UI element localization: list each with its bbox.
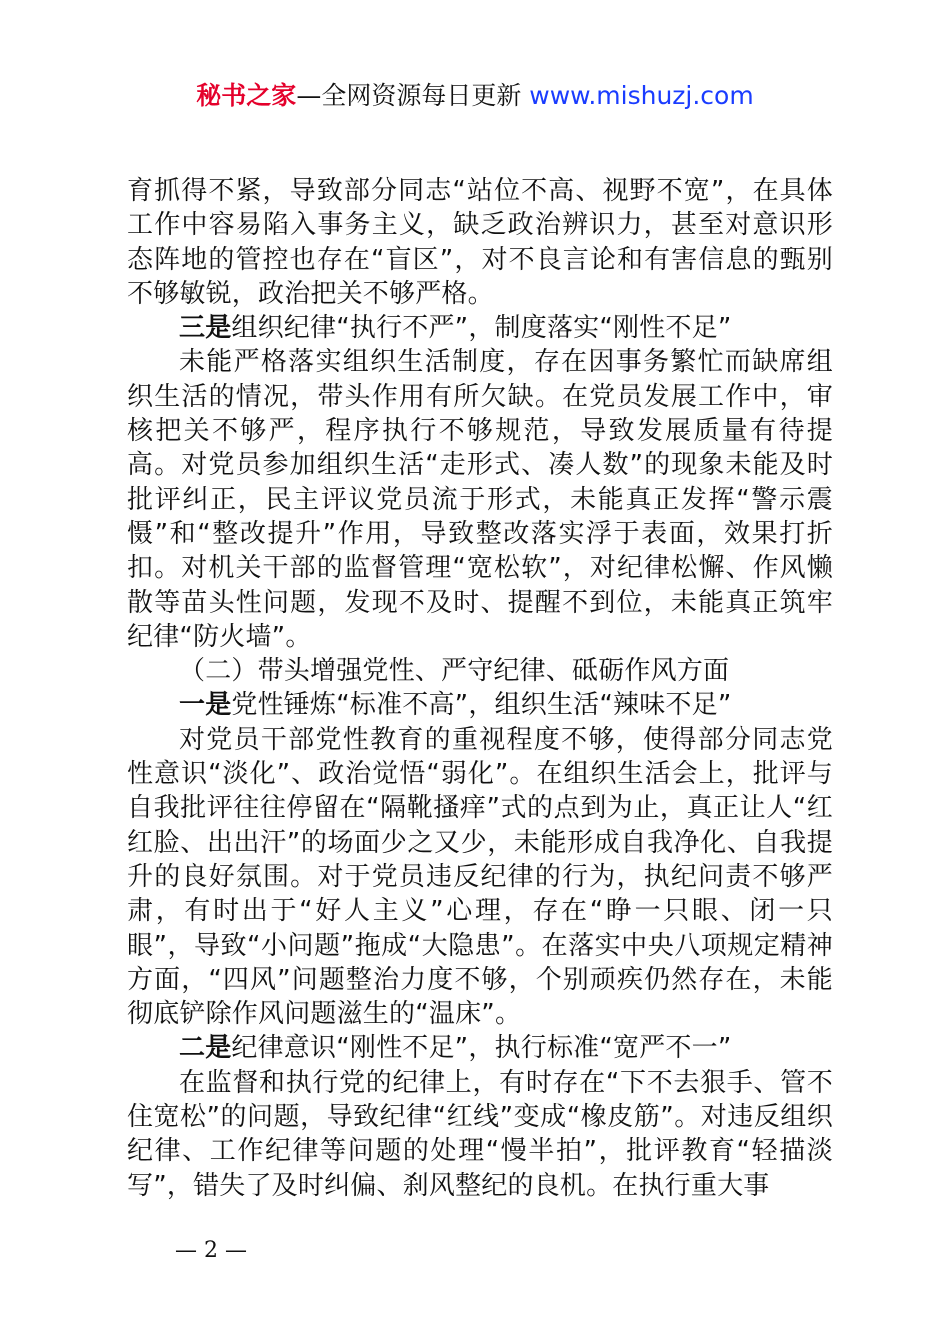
subheading-three-lead: 三是 — [179, 313, 232, 344]
paragraph-continuation: 育抓得不紧，导致部分同志“站位不高、视野不宽”，在具体工作中容易陷入事务主义，缺乏政治辨识力，甚至对意识形态阵地的管控也存在“盲区”，对不良言论和有害信息的甄别不够敏锐，政治把关不够严格。 — [127, 176, 833, 309]
subheading-two-lead: 二是 — [179, 1033, 232, 1064]
subheading-three-text: 组织纪律“执行不严”，制度落实“刚性不足” — [231, 313, 732, 344]
page-number: — 2 — — [175, 1238, 247, 1263]
subheading-one — [127, 688, 833, 722]
site-tagline: —全网资源每日更新 — [296, 81, 522, 110]
subheading-two-text: 纪律意识“刚性不足”，执行标准“宽严不一” — [231, 1033, 732, 1064]
subheading-two — [127, 1031, 833, 1065]
section-heading-two: （二）带头增强党性、严守纪律、砥砺作风方面 — [179, 656, 730, 687]
site-header — [0, 80, 950, 112]
paragraph-discipline-awareness: 在监督和执行党的纪律上，有时存在“下不去狠手、管不住宽松”的问题，导致纪律“红线”变成“橡皮筋”。对违反组织纪律、工作纪律等问题的处理“慢半拍”，批评教育“轻描淡写”，错失了及时纠偏、刹风整纪的良机。在执行重大事 — [127, 1067, 833, 1201]
subheading-three — [127, 311, 833, 345]
paragraph-party-spirit: 对党员干部党性教育的重视程度不够，使得部分同志党性意识“淡化”、政治觉悟“弱化”。在组织生活会上，批评与自我批评往往停留在“隔靴搔痒”式的点到为止，真正让人“红红脸、出出汗”的场面少之又少，未能形成自我净化、自我提升的良好氛围。对于党员违反纪律的行为，执纪问责不够严肃，有时出于“好人主义”心理，存在“睁一只眼、闭一只眼”，导致“小问题”拖成“大隐患”。在落实中央八项规定精神方面，“四风”问题整治力度不够，个别顽疾仍然存在，未能彻底铲除作风问题滋生的“温床”。 — [127, 724, 833, 1030]
document-body — [127, 174, 833, 1203]
subheading-one-text: 党性锤炼“标准不高”，组织生活“辣味不足” — [231, 690, 732, 721]
site-url-link[interactable]: www.mishuzj.com — [529, 81, 754, 110]
site-brand: 秘书之家 — [196, 81, 297, 110]
subheading-one-lead: 一是 — [179, 690, 232, 721]
paragraph-organization-discipline: 未能严格落实组织生活制度，存在因事务繁忙而缺席组织生活的情况，带头作用有所欠缺。在党员发展工作中，审核把关不够严，程序执行不够规范，导致发展质量有待提高。对党员参加组织生活“走形式、凑人数”的现象未能及时批评纠正，民主评议党员流于形式，未能真正发挥“警示震慑”和“整改提升”作用，导致整改落实浮于表面，效果打折扣。对机关干部的监督管理“宽松软”，对纪律松懈、作风懒散等苗头性问题，发现不及时、提醒不到位，未能真正筑牢纪律“防火墙”。 — [127, 347, 833, 652]
